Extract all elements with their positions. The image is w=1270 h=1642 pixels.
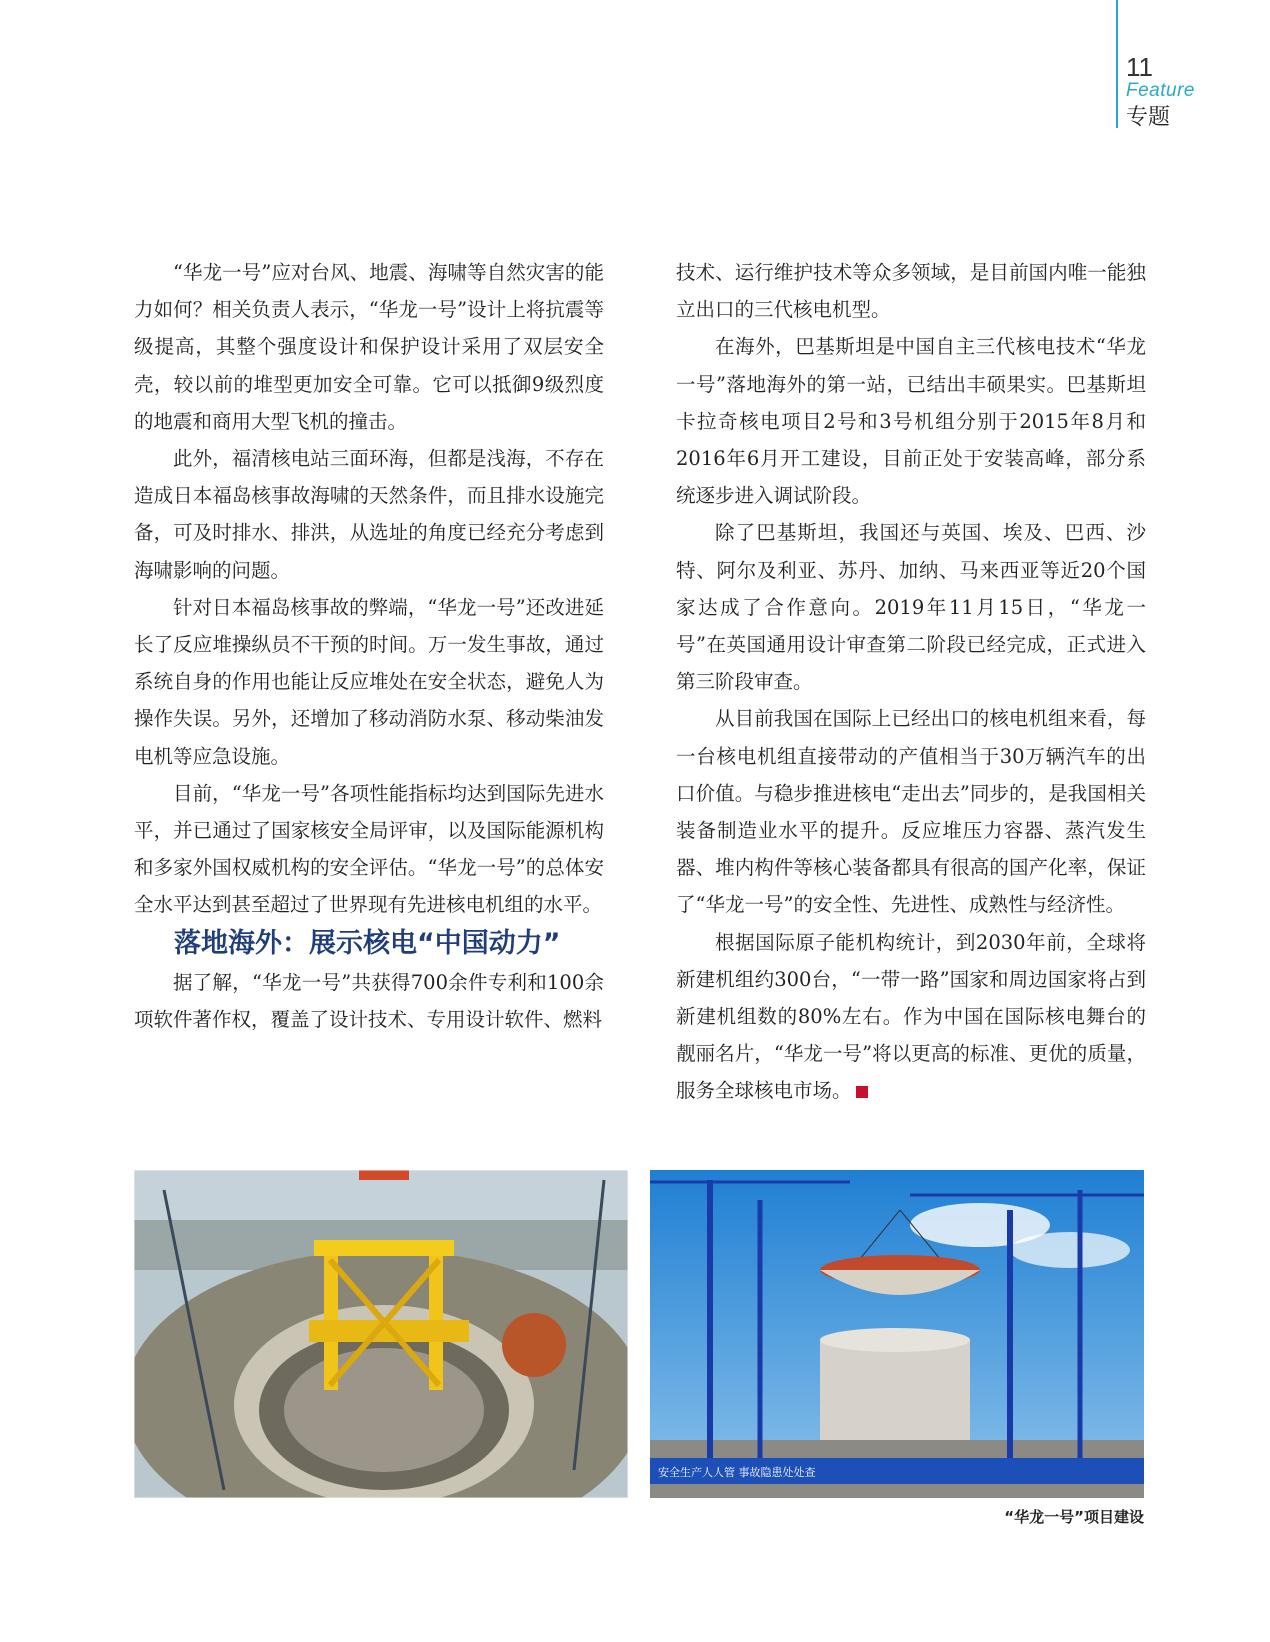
left-column — [134, 254, 604, 1038]
section-label: 专题 — [1126, 105, 1171, 130]
article-end-mark: S — [856, 1086, 868, 1098]
paragraph: 此外，福清核电站三面环海，但都是浅海，不存在造成日本福岛核事故海啸的天然条件，而且排水设施完备，可及时排水、排洪，从选址的角度已经充分考虑到海啸影响的问题。 — [134, 447, 604, 582]
photo-dome-lifting — [650, 1170, 1144, 1498]
photo-illustration — [134, 1170, 628, 1498]
paragraph: 从目前我国在国际上已经出口的核电机组来看，每一台核电机组直接带动的产值相当于30万辆汽车的出口价值。与稳步推进核电“走出去”同步的，是我国相关装备制造业水平的提升。反应堆压力容器、蒸汽发生器、堆内构件等核心装备都具有很高的国产化率，保证了“华龙一号”的安全性、先进性、成熟性与经济性。 — [676, 707, 1146, 917]
safety-banner-text: 安全生产人人管 事故隐患处处查 — [658, 1466, 816, 1479]
paragraph: 在海外，巴基斯坦是中国自主三代核电技术“华龙一号”落地海外的第一站，已结出丰硕果实。巴基斯坦卡拉奇核电项目2号和3号机组分别于2015年8月和2016年6月开工建设，目前正处于安装高峰，部分系统逐步进入调试阶段。 — [676, 335, 1146, 508]
paragraph — [676, 924, 1146, 1110]
paragraph-continued: 技术、运行维护技术等众多领域，是目前国内唯一能独立出口的三代核电机型。 — [676, 261, 1146, 322]
feature-label: Feature — [1126, 80, 1195, 101]
section-subheading: 落地海外：展示核电“中国动力” — [174, 927, 561, 959]
header-divider — [1116, 0, 1118, 128]
paragraph: 据了解，“华龙一号”共获得700余件专利和100余项软件著作权，覆盖了设计技术、专用设计软件、燃料 — [134, 970, 604, 1031]
page-number: 11 — [1126, 52, 1153, 82]
paragraph: 针对日本福岛核事故的弊端，“华龙一号”还改进延长了反应堆操纵员不干预的时间。万一发生事故，通过系统自身的作用也能让反应堆处在安全状态，避免人为操作失误。另外，还增加了移动消防水泵、移动柴油发电机等应急设施。 — [134, 595, 604, 768]
paragraph: 目前，“华龙一号”各项性能指标均达到国际先进水平，并已通过了国家核安全局评审，以及国际能源机构和多家外国权威机构的安全评估。“华龙一号”的总体安全水平达到甚至超过了世界现有先进核电机组的水平。 — [134, 781, 604, 917]
paragraph: 除了巴基斯坦，我国还与英国、埃及、巴西、沙特、阿尔及利亚、苏丹、加纳、马来西亚等近20个国家达成了合作意向。2019年11月15日，“华龙一号”在英国通用设计审查第二阶段已经完成，正式进入第三阶段审查。 — [676, 521, 1146, 694]
right-column — [676, 254, 1146, 1110]
paragraph-text: 根据国际原子能机构统计，到2030年前，全球将新建机组约300台，“一带一路”国家和周边国家将占到新建机组数的80%左右。作为中国在国际核电舞台的靓丽名片，“华龙一号”将以更高的标准、更优的质量，服务全球核电市场。 — [676, 930, 1146, 1103]
photo-illustration — [650, 1170, 1144, 1498]
paragraph: “华龙一号”应对台风、地震、海啸等自然灾害的能力如何？相关负责人表示，“华龙一号”设计上将抗震等级提高，其整个强度设计和保护设计采用了双层安全壳，较以前的堆型更加安全可靠。它可以抵御9级烈度的地震和商用大型飞机的撞击。 — [134, 261, 604, 433]
photo-caption: “华龙一号”项目建设 — [1004, 1508, 1144, 1526]
photo-reactor-construction-aerial — [134, 1170, 628, 1498]
